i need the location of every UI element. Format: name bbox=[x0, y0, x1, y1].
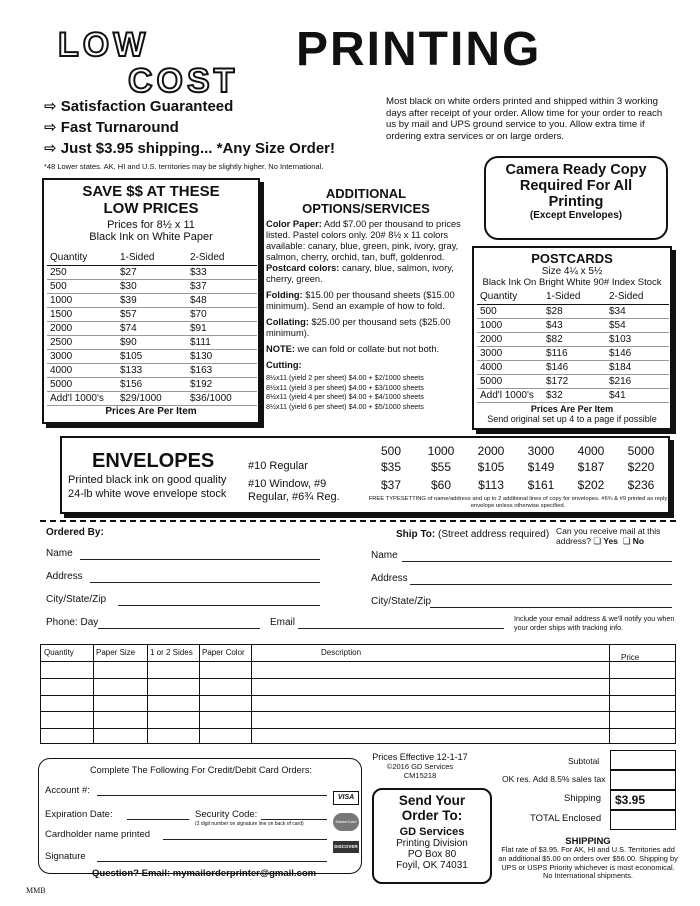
cutting-line: 8½x11 (yield 6 per sheet) $4.00 + $5/1000 sheets bbox=[266, 401, 424, 411]
table-cell: $163 bbox=[187, 363, 257, 377]
logo-cost: COST bbox=[128, 62, 239, 94]
low-prices-title-2: LOW PRICES bbox=[103, 200, 199, 217]
table-cell: $33 bbox=[187, 265, 257, 279]
col-header: Quantity bbox=[477, 290, 543, 304]
low-prices-sub-2: Black Ink on White Paper bbox=[89, 231, 213, 243]
envelope-price: $161 bbox=[527, 478, 555, 492]
envelope-price: $187 bbox=[577, 460, 605, 474]
envelope-quantity: 500 bbox=[380, 444, 402, 458]
envelope-quantity: 5000 bbox=[627, 444, 655, 458]
table-cell: 250 bbox=[47, 265, 117, 279]
col-header: Quantity bbox=[47, 251, 117, 265]
items-col-header: 1 or 2 Sides bbox=[150, 648, 193, 657]
table-cell: $27 bbox=[117, 265, 187, 279]
cardholder-label: Cardholder name printed bbox=[45, 829, 151, 840]
low-prices-box bbox=[42, 178, 260, 424]
table-cell: $91 bbox=[187, 321, 257, 335]
ship-address-label: Address bbox=[371, 573, 408, 584]
note-text: NOTE: we can fold or collate but not both. bbox=[266, 344, 440, 354]
email-note: Include your email address & we'll notify you when your order ships with tracking info. bbox=[514, 614, 675, 632]
postcards-title: POSTCARDS bbox=[531, 251, 613, 266]
city-field[interactable] bbox=[118, 605, 320, 606]
table-cell: $103 bbox=[606, 332, 669, 346]
table-cell: $36/1000 bbox=[187, 391, 257, 405]
table-cell: 500 bbox=[47, 279, 117, 293]
table-row bbox=[47, 335, 257, 349]
cutting-line: 8½x11 (yield 4 per sheet) $4.00 + $4/1000 sheets bbox=[266, 392, 424, 401]
phone-label: Phone: Day bbox=[46, 617, 99, 628]
cutting-line: 8½x11 (yield 2 per sheet) $4.00 + $2/1000 sheets bbox=[266, 373, 424, 382]
prices-effective-line: ©2016 GD Services bbox=[386, 762, 454, 771]
tax-box[interactable] bbox=[610, 770, 676, 790]
table-cell: $74 bbox=[117, 321, 187, 335]
postcards-footer: Prices Are Per Item bbox=[530, 403, 614, 414]
camera-ready-box bbox=[484, 156, 668, 240]
postcards-box bbox=[472, 246, 672, 430]
envelope-price: $37 bbox=[380, 478, 402, 492]
low-prices-table bbox=[47, 251, 257, 406]
send-pobox: PO Box 80 bbox=[407, 849, 457, 860]
intro-text: Most black on white orders printed and shipped within 3 working days after receipt of your order. Allow time for your order to reach us by mail and UPS ground service to you. Allow extra time if ordering extra services or on large orders. bbox=[386, 96, 663, 142]
envelope-type-2: #10 Window, #9 bbox=[248, 478, 327, 490]
envelope-price: $35 bbox=[380, 460, 402, 474]
table-cell: $32 bbox=[543, 388, 606, 402]
table-row[interactable] bbox=[41, 695, 675, 696]
table-cell: Add'l 1000's bbox=[47, 391, 117, 405]
table-cell: $156 bbox=[117, 377, 187, 391]
question-email: Question? Email: mymailorderprinter@gmail.com bbox=[92, 868, 317, 879]
table-cell: 2000 bbox=[47, 321, 117, 335]
ship-city-field[interactable] bbox=[430, 607, 672, 608]
table-row bbox=[477, 304, 669, 318]
folding-text: Folding: $15.00 per thousand sheets ($15.00 minimum). Send an example of how to fold. bbox=[266, 290, 455, 311]
envelope-type: #10 Regular bbox=[248, 460, 308, 472]
table-cell: 5000 bbox=[47, 377, 117, 391]
items-col-header: Quantity bbox=[44, 648, 74, 657]
table-row[interactable] bbox=[41, 678, 675, 679]
city-label: City/State/Zip bbox=[46, 594, 107, 605]
arrow-icon: ⇨ bbox=[44, 98, 61, 115]
table-cell: $192 bbox=[187, 377, 257, 391]
col-header: 1-Sided bbox=[543, 290, 606, 304]
shipping-title: SHIPPING bbox=[565, 836, 611, 847]
color-paper-text: Color Paper: Add $7.00 per thousand to prices listed. Pastel colors only. 20# 8½ x 11 colors available: canary, blue, green, pink, ivory, gray, salmon, cherry, orchid, tan, buff, goldenrod. Postcard colors: canary, blue, salmon, ivory, cherry, green. bbox=[266, 219, 461, 284]
ship-address-field[interactable] bbox=[410, 584, 672, 585]
table-row bbox=[47, 391, 257, 405]
table-cell: $48 bbox=[187, 293, 257, 307]
table-row bbox=[477, 360, 669, 374]
email-field[interactable] bbox=[298, 628, 504, 629]
table-cell: $41 bbox=[606, 388, 669, 402]
table-row bbox=[47, 307, 257, 321]
camera-line: Camera Ready Copy bbox=[505, 162, 647, 178]
cutting-list bbox=[266, 373, 466, 411]
table-cell: $216 bbox=[606, 374, 669, 388]
table-cell: 4000 bbox=[477, 360, 543, 374]
camera-line: Required For All bbox=[519, 178, 633, 194]
mastercard-icon: MasterCard bbox=[333, 813, 359, 831]
table-row bbox=[47, 279, 257, 293]
table-cell: 2500 bbox=[47, 335, 117, 349]
envelopes-title: ENVELOPES bbox=[92, 450, 215, 472]
envelope-price: $202 bbox=[577, 478, 605, 492]
table-row bbox=[47, 377, 257, 391]
prices-effective-line: CM15218 bbox=[403, 771, 437, 780]
card-box bbox=[38, 758, 362, 874]
envelope-price: $105 bbox=[477, 460, 505, 474]
table-row[interactable] bbox=[41, 661, 675, 662]
logo-low-cost bbox=[50, 22, 250, 94]
table-cell: 1500 bbox=[47, 307, 117, 321]
account-field[interactable] bbox=[97, 795, 327, 796]
ship-name-label: Name bbox=[371, 550, 398, 561]
envelopes-box bbox=[60, 436, 670, 514]
expiration-label: Expiration Date: bbox=[45, 809, 113, 820]
expiration-field[interactable] bbox=[127, 819, 189, 820]
envelope-quantity: 4000 bbox=[577, 444, 605, 458]
postcards-footer-2: Send original set up 4 to a page if possible bbox=[487, 413, 657, 424]
bullet-note: *48 Lower states. AK, HI and U.S. territories may be slightly higher. No International. bbox=[44, 162, 324, 171]
table-cell: $57 bbox=[117, 307, 187, 321]
postcards-table bbox=[477, 290, 669, 403]
table-cell: 3000 bbox=[47, 349, 117, 363]
table-cell: 3000 bbox=[477, 346, 543, 360]
send-company: GD Services bbox=[399, 826, 465, 838]
envelopes-desc: Printed black ink on good quality bbox=[68, 474, 227, 486]
account-label: Account #: bbox=[45, 785, 90, 796]
no-checkbox[interactable]: ❏ bbox=[620, 536, 633, 546]
send-division: Printing Division bbox=[396, 838, 468, 849]
envelope-quantity: 2000 bbox=[477, 444, 505, 458]
low-prices-title: SAVE $$ AT THESE bbox=[82, 183, 220, 200]
logo-low: LOW bbox=[58, 26, 150, 64]
envelope-price: $220 bbox=[627, 460, 655, 474]
prices-effective-line: Prices Effective 12-1-17 bbox=[372, 752, 468, 762]
envelope-quantity: 1000 bbox=[427, 444, 455, 458]
envelope-price: $236 bbox=[627, 478, 655, 492]
table-cell: $39 bbox=[117, 293, 187, 307]
logo-graphic bbox=[50, 22, 250, 94]
table-cell: $116 bbox=[543, 346, 606, 360]
options-title: ADDITIONAL bbox=[325, 186, 407, 201]
camera-line: Printing bbox=[548, 194, 604, 210]
table-cell: $130 bbox=[187, 349, 257, 363]
ship-city-label: City/State/Zip bbox=[371, 596, 432, 607]
prices-effective bbox=[370, 752, 470, 780]
table-cell: 1000 bbox=[47, 293, 117, 307]
table-cell: 5000 bbox=[477, 374, 543, 388]
bullet-item: ⇨ Just $3.95 shipping... *Any Size Order! bbox=[44, 140, 335, 157]
col-header: 2-Sided bbox=[187, 251, 257, 265]
printing-title: PRINTING bbox=[296, 23, 542, 76]
arrow-icon: ⇨ bbox=[44, 140, 61, 157]
table-row bbox=[47, 363, 257, 377]
envelope-type-2b: Regular, #6¾ Reg. bbox=[248, 491, 340, 503]
table-cell: $146 bbox=[606, 346, 669, 360]
items-col-header: Paper Size bbox=[96, 648, 136, 657]
shipping-label: Shipping bbox=[564, 793, 601, 804]
low-prices-sub: Prices for 8½ x 11 bbox=[107, 219, 195, 231]
envelope-price: $55 bbox=[430, 460, 452, 474]
envelope-price: $113 bbox=[478, 478, 504, 492]
table-cell: $70 bbox=[187, 307, 257, 321]
envelopes-desc-2: 24-lb white wove envelope stock bbox=[68, 488, 227, 500]
table-cell: $28 bbox=[543, 304, 606, 318]
ordered-by-label: Ordered By: bbox=[46, 527, 104, 538]
low-prices-footer: Prices Are Per Item bbox=[105, 405, 197, 417]
order-items-table bbox=[40, 644, 676, 744]
cutting-line: 8½x11 (yield 3 per sheet) $4.00 + $3/1000 sheets bbox=[266, 382, 424, 392]
shipping-text: Flat rate of $3.95. For AK, HI and U.S. Territories add an additional $5.00 on orders over $56.00. Shipping by UPS or USPS Priority whichever is most economical. No International shipments. bbox=[498, 845, 678, 881]
items-col-header: Paper Color bbox=[202, 648, 245, 657]
table-row[interactable] bbox=[41, 728, 675, 729]
security-note: (3 digit number on signature line on back of card) bbox=[195, 821, 304, 827]
table-cell: 2000 bbox=[477, 332, 543, 346]
send-order-box bbox=[372, 788, 492, 884]
discover-card-icon: DISCOVER bbox=[333, 841, 359, 853]
ship-name-field[interactable] bbox=[402, 561, 672, 562]
send-title-2: Order To: bbox=[401, 808, 463, 823]
security-label: Security Code: bbox=[195, 809, 258, 820]
envelope-quantity: 3000 bbox=[527, 444, 555, 458]
items-col-header: Price bbox=[621, 653, 640, 662]
items-col-header: Description bbox=[321, 648, 362, 657]
send-title: Send Your bbox=[398, 793, 466, 808]
address-field[interactable] bbox=[90, 582, 320, 583]
subtotal-box[interactable] bbox=[610, 750, 676, 770]
camera-line: (Except Envelopes) bbox=[529, 210, 623, 221]
collating-text: Collating: $25.00 per thousand sets ($25.00 minimum). bbox=[266, 317, 451, 338]
bullet-item: ⇨ Satisfaction Guaranteed bbox=[44, 98, 234, 115]
phone-field[interactable] bbox=[98, 628, 260, 629]
table-cell: Add'l 1000's bbox=[477, 388, 543, 402]
table-cell: 500 bbox=[477, 304, 543, 318]
cardholder-field[interactable] bbox=[163, 839, 327, 840]
ship-to-label: Ship To: (Street address required) bbox=[396, 529, 550, 540]
arrow-icon: ⇨ bbox=[44, 119, 61, 136]
table-cell: 1000 bbox=[477, 318, 543, 332]
tax-label: OK res. Add 8.5% sales tax bbox=[502, 774, 606, 784]
table-row bbox=[477, 374, 669, 388]
shipping-value: $3.95 bbox=[610, 790, 676, 810]
table-cell: $43 bbox=[543, 318, 606, 332]
table-cell: $90 bbox=[117, 335, 187, 349]
cutting-label: Cutting: bbox=[266, 360, 302, 370]
table-cell: $133 bbox=[117, 363, 187, 377]
table-row[interactable] bbox=[41, 711, 675, 712]
name-label: Name bbox=[46, 548, 73, 559]
table-cell: $37 bbox=[187, 279, 257, 293]
options-title-2: OPTIONS/SERVICES bbox=[302, 201, 430, 216]
footer-code: MMB bbox=[26, 886, 46, 895]
table-cell: $172 bbox=[543, 374, 606, 388]
subtotal-label: Subtotal bbox=[568, 756, 600, 766]
envelope-price: $149 bbox=[527, 460, 555, 474]
cut-line bbox=[40, 520, 676, 522]
table-cell: $54 bbox=[606, 318, 669, 332]
postcards-stock: Black Ink On Bright White 90# Index Stock bbox=[482, 277, 662, 288]
table-cell: 4000 bbox=[47, 363, 117, 377]
signature-label: Signature bbox=[45, 851, 86, 862]
table-cell: $184 bbox=[606, 360, 669, 374]
table-row bbox=[477, 346, 669, 360]
card-title: Complete The Following For Credit/Debit Card Orders: bbox=[90, 765, 312, 775]
table-row bbox=[47, 321, 257, 335]
table-row bbox=[477, 318, 669, 332]
mail-question: Can you receive mail at this address? ❏ Yes ❏ No bbox=[556, 526, 661, 546]
table-cell: $30 bbox=[117, 279, 187, 293]
table-row bbox=[47, 265, 257, 279]
envelopes-note: FREE TYPESETTING of name/address and up to 2 additional lines of copy for envelopes. #6¾ & #9 printed as reply envelope unless otherwise specified. bbox=[368, 496, 668, 509]
table-cell: $29/1000 bbox=[117, 391, 187, 405]
col-header: 2-Sided bbox=[606, 290, 669, 304]
table-cell: $34 bbox=[606, 304, 669, 318]
postcards-size: Size 4¼ x 5½ bbox=[541, 266, 603, 277]
table-row bbox=[477, 388, 669, 402]
name-field[interactable] bbox=[80, 559, 320, 560]
security-field[interactable] bbox=[261, 819, 327, 820]
table-cell: $111 bbox=[187, 335, 257, 349]
send-city: Foyil, OK 74031 bbox=[396, 860, 468, 871]
bullet-list bbox=[44, 97, 384, 160]
table-cell: $82 bbox=[543, 332, 606, 346]
bullet-item: ⇨ Fast Turnaround bbox=[44, 119, 179, 136]
email-label: Email bbox=[270, 617, 296, 628]
table-row bbox=[47, 349, 257, 363]
col-header: 1-Sided bbox=[117, 251, 187, 265]
signature-field[interactable] bbox=[97, 861, 327, 862]
table-cell: $146 bbox=[543, 360, 606, 374]
table-row bbox=[477, 332, 669, 346]
yes-checkbox[interactable]: ❏ bbox=[593, 536, 604, 546]
envelope-price: $60 bbox=[430, 478, 452, 492]
table-cell: $105 bbox=[117, 349, 187, 363]
options-section bbox=[266, 186, 466, 411]
visa-card-icon: VISA bbox=[333, 791, 359, 805]
address-label: Address bbox=[46, 571, 83, 582]
total-label: TOTAL Enclosed bbox=[530, 813, 602, 824]
table-row bbox=[47, 293, 257, 307]
total-box[interactable] bbox=[610, 810, 676, 830]
